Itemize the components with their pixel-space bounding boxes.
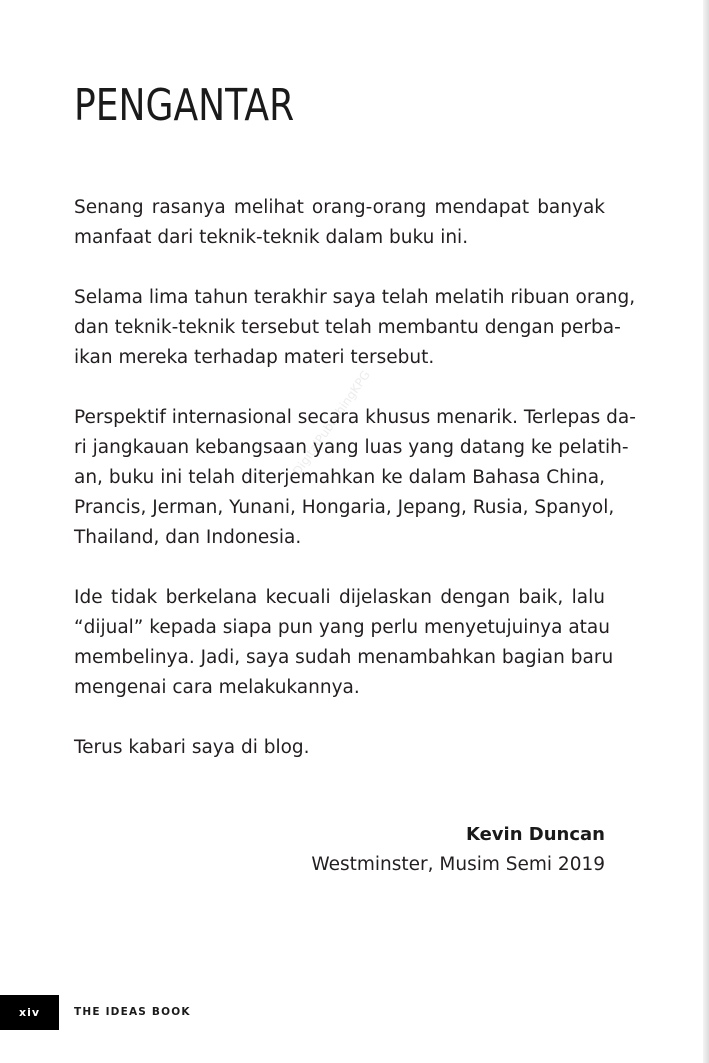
text-line: membelinya. Jadi, saya sudah menambahkan bagian baru <box>74 647 614 668</box>
page-number: xiv <box>0 995 59 1030</box>
paragraph-2 <box>74 283 636 373</box>
signature-block <box>311 820 605 880</box>
text-line: ikan mereka terhadap materi tersebut. <box>74 347 435 368</box>
running-footer-title: THE IDEAS BOOK <box>74 1006 191 1018</box>
text-line: an, buku ini telah diterjemahkan ke dalam Bahasa China, <box>74 467 605 488</box>
watermark: DigitalPublishingKPG <box>290 367 373 479</box>
paragraph-4 <box>74 583 614 703</box>
text-line: Thailand, dan Indonesia. <box>74 527 302 548</box>
text-line: Prancis, Jerman, Yunani, Hongaria, Jepang, Rusia, Spanyol, <box>74 497 615 518</box>
text-line: “dijual” kepada siapa pun yang perlu menyetujuinya atau <box>74 617 610 638</box>
body-text <box>74 193 636 793</box>
paragraph-3 <box>74 403 636 553</box>
text-line: Senang rasanya melihat orang-orang mendapat banyak <box>74 197 605 218</box>
author-name: Kevin Duncan <box>465 824 605 845</box>
text-line: dan teknik-teknik tersebut telah membantu dengan perba- <box>74 317 621 338</box>
page-edge-shadow <box>703 0 709 1063</box>
paragraph-1 <box>74 193 605 253</box>
text-line: Terus kabari saya di blog. <box>74 737 310 758</box>
text-line: manfaat dari teknik-teknik dalam buku ini. <box>74 227 469 248</box>
author-place-date: Westminster, Musim Semi 2019 <box>311 854 605 875</box>
page-title: PENGANTAR <box>74 80 295 131</box>
paragraph-5 <box>74 733 605 763</box>
text-line: mengenai cara melakukannya. <box>74 677 360 698</box>
text-line: Perspektif internasional secara khusus menarik. Terlepas da- <box>74 407 636 428</box>
text-line: ri jangkauan kebangsaan yang luas yang datang ke pelatih- <box>74 437 629 458</box>
text-line: Ide tidak berkelana kecuali dijelaskan dengan baik, lalu <box>74 587 605 608</box>
text-line: Selama lima tahun terakhir saya telah melatih ribuan orang, <box>74 287 636 308</box>
